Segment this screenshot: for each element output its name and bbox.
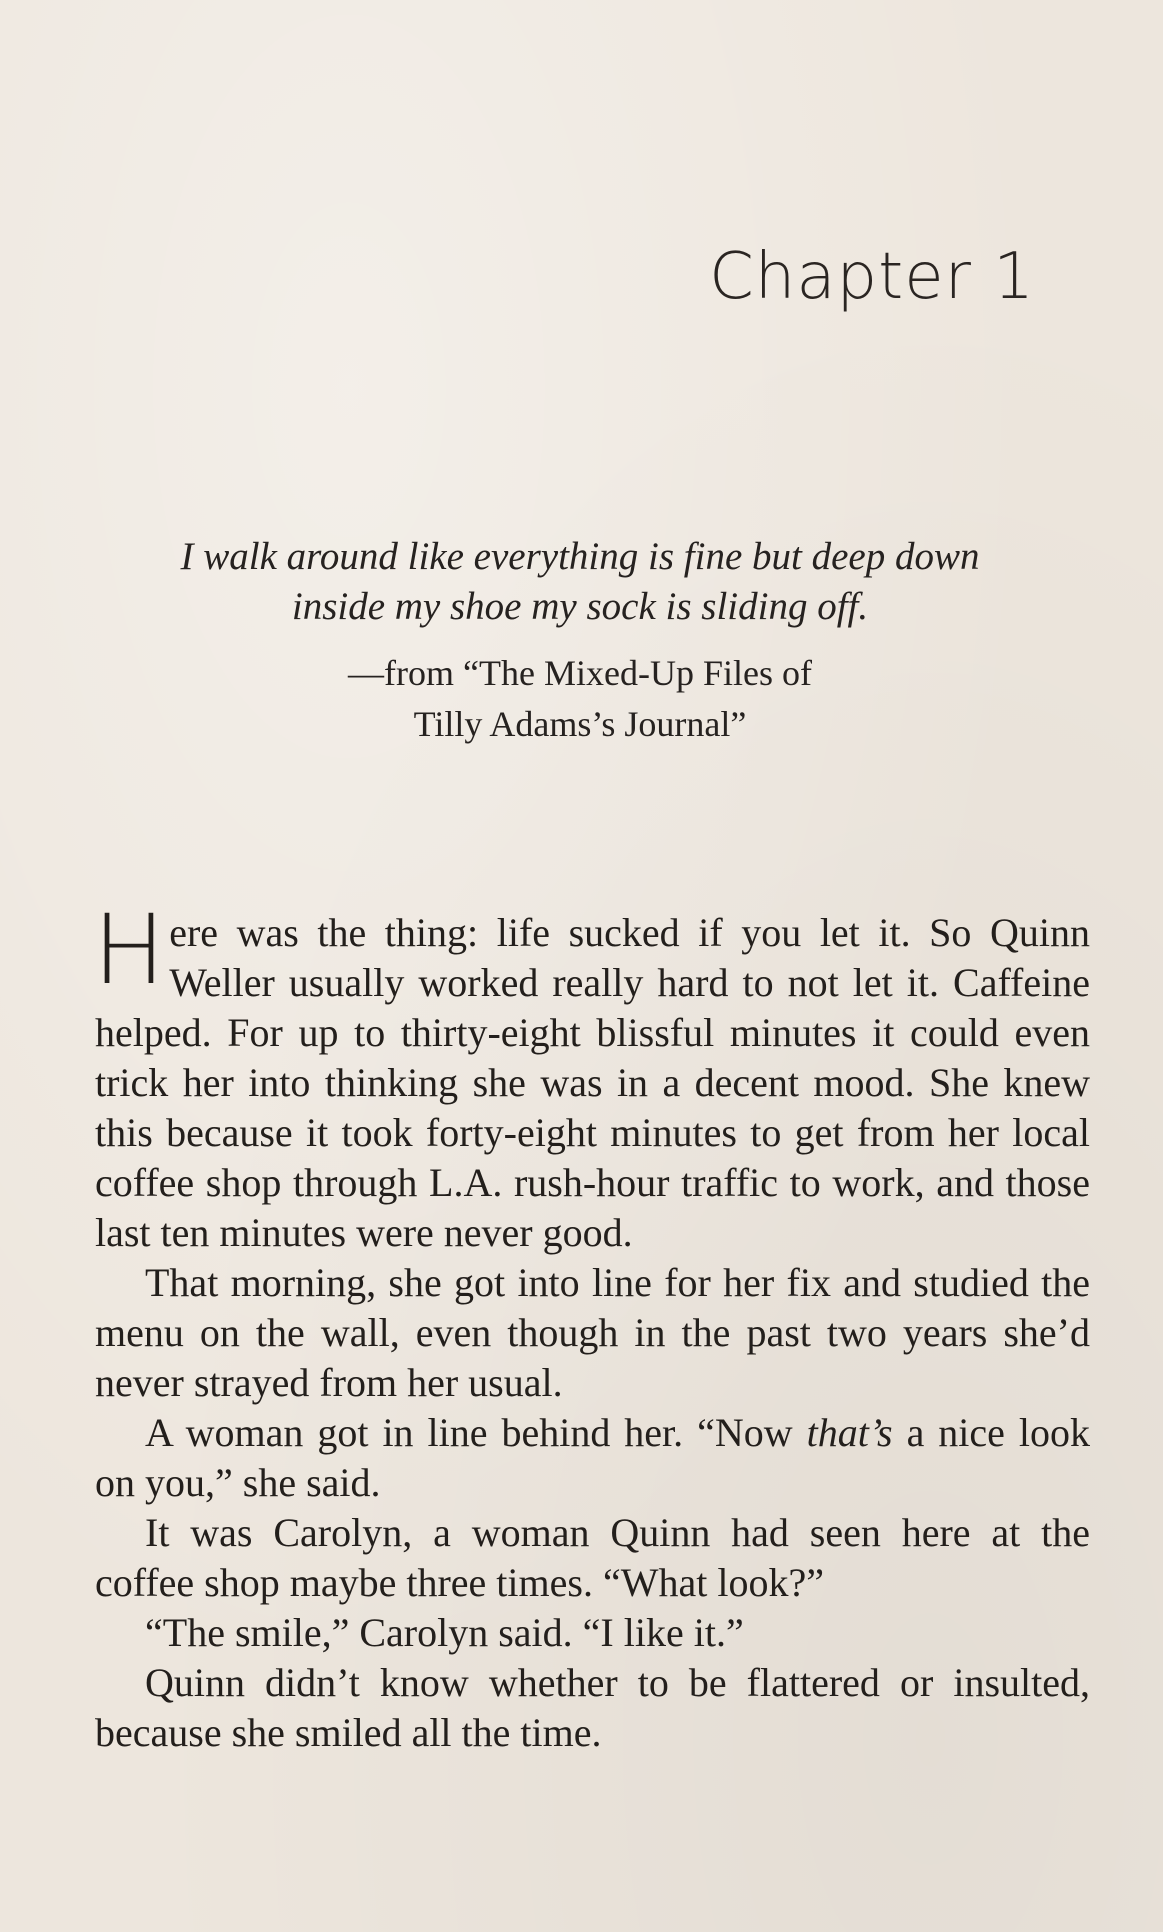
epigraph — [170, 532, 990, 750]
paragraph-3-emphasis: that’s — [806, 1410, 893, 1455]
paragraph-1 — [93, 894, 1090, 1258]
epigraph-quote: I walk around like everything is fine but deep down inside my shoe my sock is sliding off. — [180, 535, 980, 628]
paragraph-3-text-a: A woman got in line behind her. “Now — [145, 1410, 807, 1455]
chapter-title: Chapter 1 — [709, 240, 1035, 314]
paragraph-2: That morning, she got into line for her fix and studied the menu on the wall, even though in the past two years she’d never strayed from her usual. — [95, 1260, 1090, 1405]
drop-cap: H — [93, 894, 166, 1006]
paragraph-5: “The smile,” Carolyn said. “I like it.” — [145, 1610, 744, 1655]
paragraph-3-text-b: a nice look on you,” she said. — [95, 1410, 1090, 1505]
paragraph-6: Quinn didn’t know whether to be flattered or insulted, because she smiled all the time. — [95, 1660, 1090, 1755]
chapter-body — [93, 894, 1090, 1758]
paragraph-4: It was Carolyn, a woman Quinn had seen here at the coffee shop maybe three times. “What look?” — [95, 1510, 1090, 1605]
paragraph-1-text: ere was the thing: life sucked if you let it. So Quinn Weller usually worked really hard to not let it. Caffeine helped. For up to thirty-eight blissful minutes it could even trick her into thinking she was in a decent mood. She knew this because it took forty-eight minutes to get from her local coffee shop through L.A. rush-hour traffic to work, and those last ten minutes were never good. — [95, 910, 1090, 1255]
epigraph-source: —from “The Mixed-Up Files of Tilly Adams’s Journal” — [348, 653, 812, 744]
paragraph-3 — [95, 1408, 1090, 1508]
